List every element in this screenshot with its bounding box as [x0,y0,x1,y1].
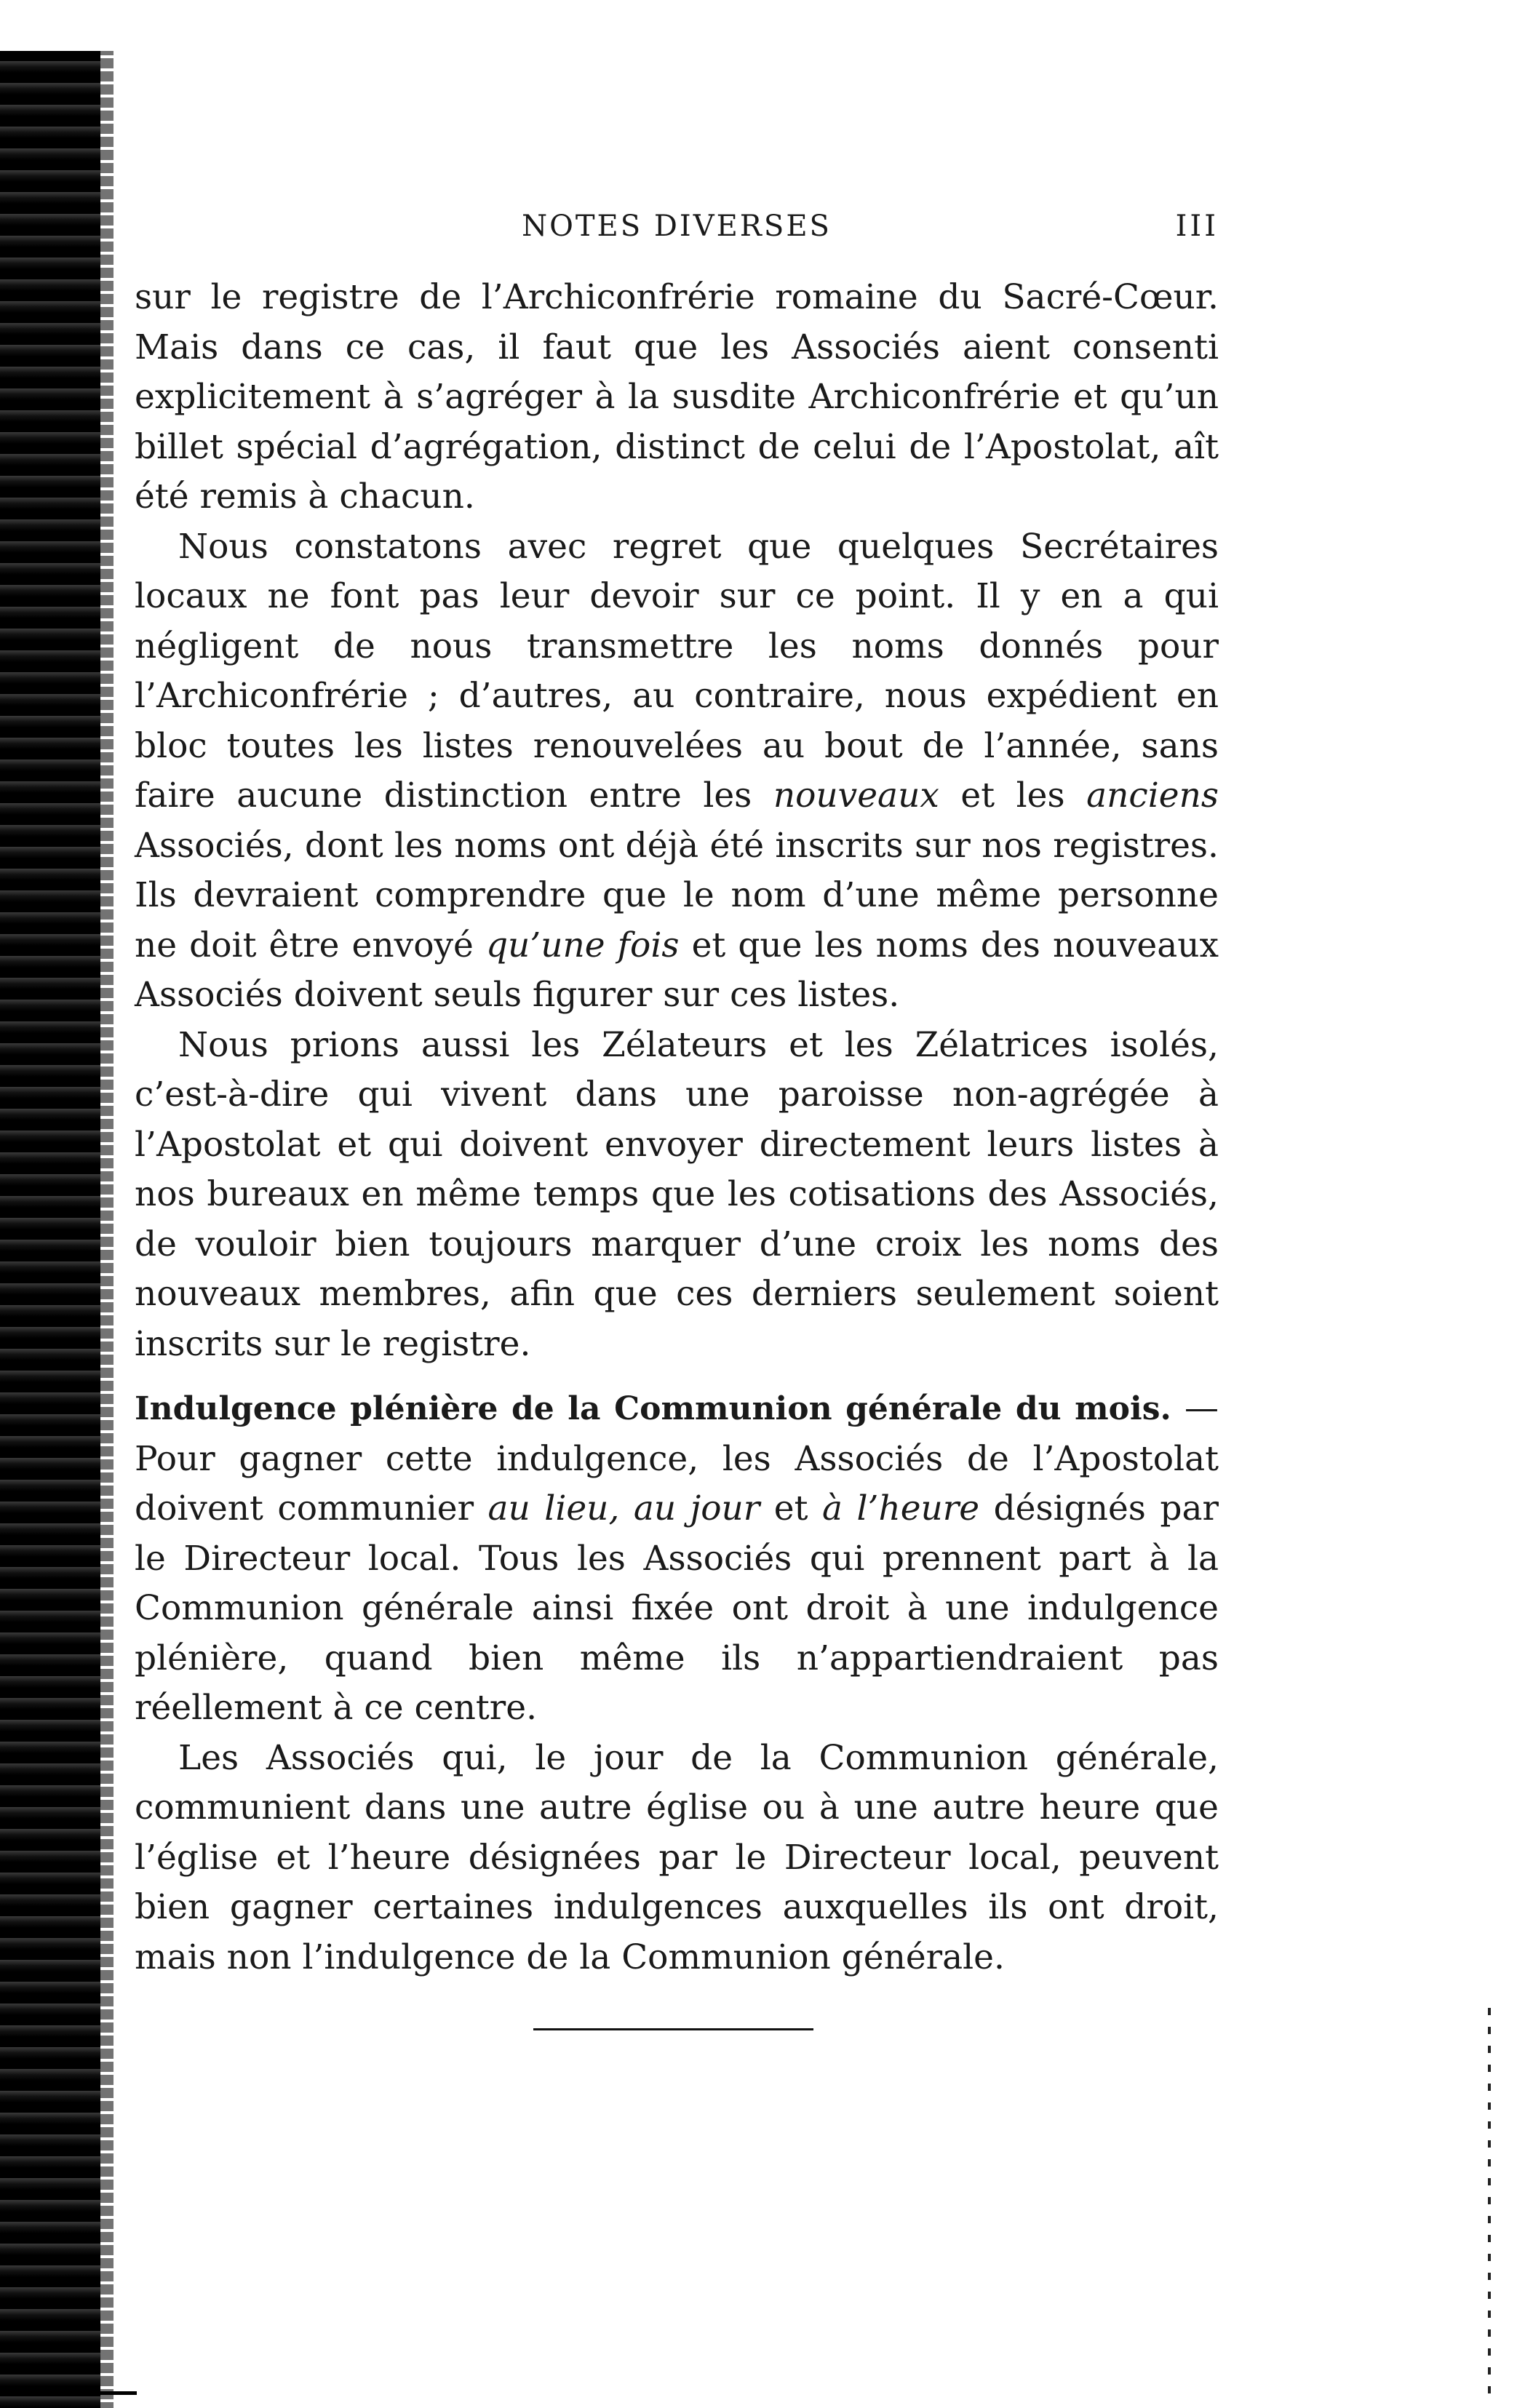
paragraph-indulgence: Indulgence plénière de la Communion générale du mois. — Pour gagner cette indulgence, les Associés de l’Apostolat doivent communier au lieu, au jour et à l’heure désignés par le Directeur local. Tous les Associés qui prennent part à la Communion générale ainsi fixée ont droit à une indulgence plénière, quand bien même ils n’appartiendraient pas réellement à ce centre. [135,1388,1219,1728]
closing-rule [533,2028,813,2030]
paragraph-communion: Les Associés qui, le jour de la Communion générale, communient dans une autre église ou à une autre heure que l’église et l’heure désignées par le Directeur local, peuvent bien gagner certaines indulgences auxquelles ils ont droit, mais non l’indulgence de la Communion générale. [135,1737,1219,1977]
scanned-binding-edge [0,51,100,2408]
paragraph-secretaires: Nous constatons avec regret que quelques Secrétaires locaux ne font pas leur devoir sur ce point. Il y en a qui négligent de nous transmettre les noms donnés pour l’Archiconfrérie ; d’autres, au contraire, nous expédient en bloc toutes les listes renouvelées au bout de l’année, sans faire aucune distinction entre les nouveaux et les anciens Associés, dont les noms ont déjà été inscrits sur nos registres. Ils devraient comprendre que le nom d’une même personne ne doit être envoyé qu’une fois et que les noms des nouveaux Associés doivent seuls figurer sur ces listes. [135,526,1219,1015]
emphasis-nouveaux: nouveaux [773,776,939,816]
body-text [135,273,1219,1982]
emphasis-qu-une-fois: qu’une fois [485,925,680,965]
paragraph-continuation: sur le registre de l’Archiconfrérie romaine du Sacré-Cœur. Mais dans ce cas, il faut que les Associés aient consenti explicitement à s’agréger à la susdite Archiconfrérie et qu’un billet spécial d’agrégation, distinct de celui de l’Apostolat, aît été remis à chacun. [135,277,1219,517]
emphasis-au-lieu-au-jour: au lieu, au jour [487,1488,760,1528]
running-title: NOTES DIVERSES [522,210,832,243]
running-head [135,210,1219,253]
section-heading: Indulgence plénière de la Communion générale du mois. [135,1390,1171,1427]
emphasis-a-l-heure: à l’heure [821,1488,980,1528]
margin-dotted-line [1488,2008,1491,2401]
page-number: III [1175,210,1219,243]
paragraph-zelateurs: Nous prions aussi les Zélateurs et les Zélatrices isolés, c’est-à-dire qui vivent dans une paroisse non-agrégée à l’Apostolat et qui doivent envoyer directement leurs listes à nos bureaux en même temps que les cotisations des Associés, de vouloir bien toujours marquer d’une croix les noms des nouveaux membres, afin que ces derniers seulement soient inscrits sur le registre. [135,1024,1219,1364]
emphasis-anciens: anciens [1086,776,1219,816]
binding-corner-mark [100,2391,137,2395]
